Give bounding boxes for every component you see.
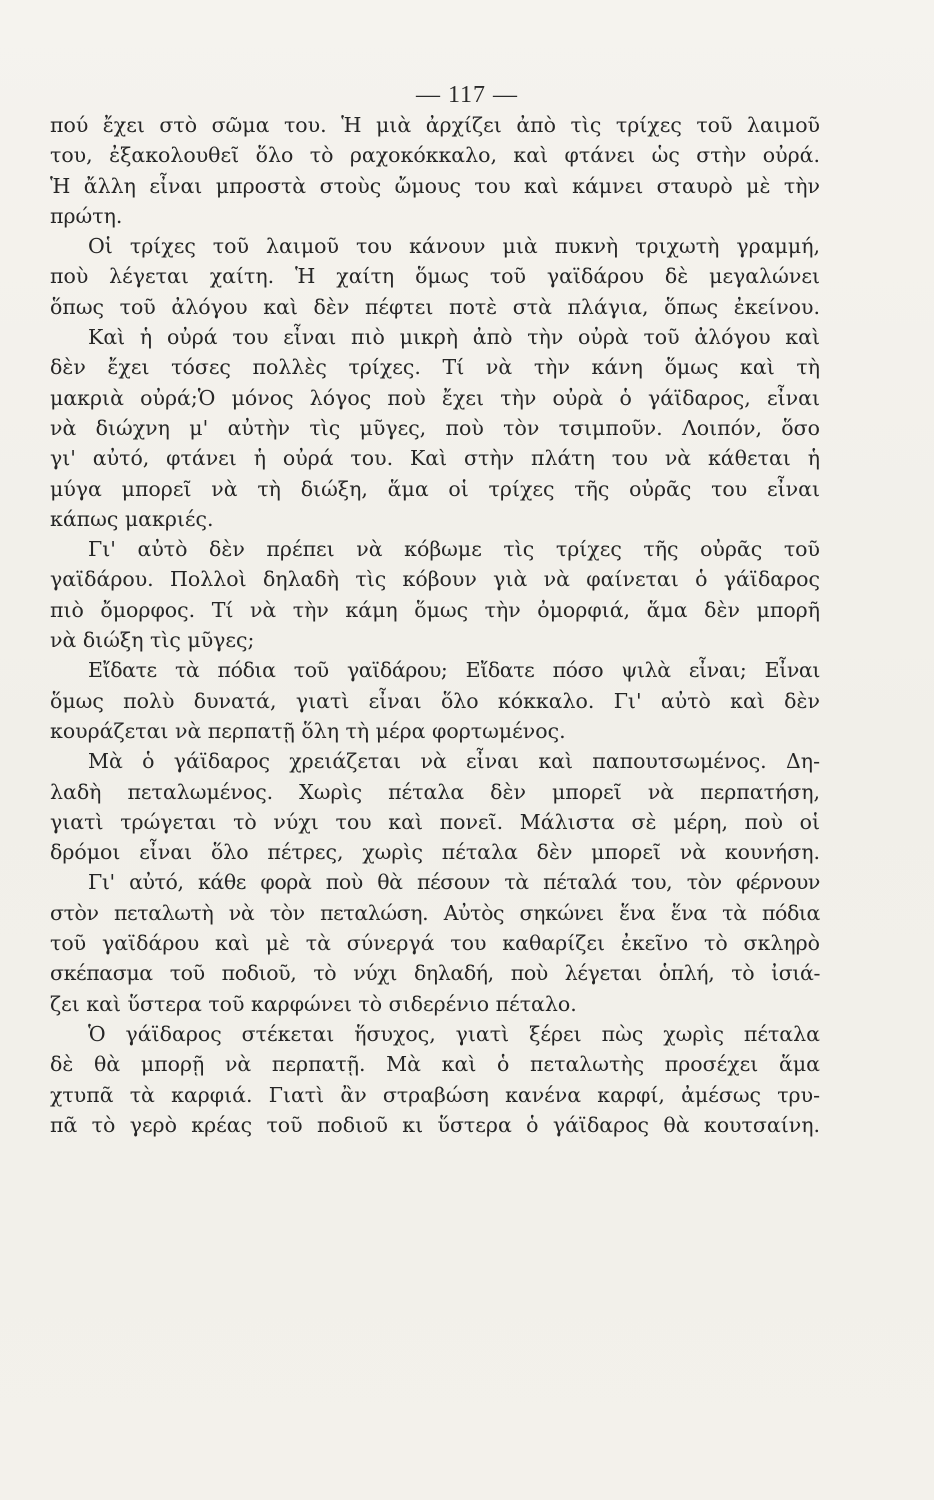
text-line: γιατὶ τρώγεται τὸ νύχι του καὶ πονεῖ. Μάλιστα σὲ μέρη, ποὺ οἱ: [50, 809, 820, 834]
paragraph-start-line: Εἴδατε τὰ πόδια τοῦ γαϊδάρου; Εἴδατε πόσο ψιλὰ εἶναι; Εἶναι: [88, 658, 820, 683]
paragraph-start-line: Μὰ ὁ γάϊδαρος χρειάζεται νὰ εἶναι καὶ παπουτσωμένος. Δη-: [88, 749, 820, 774]
paragraph-start-line: Ὁ γάϊδαρος στέκεται ἥσυχος, γιατὶ ξέρει πὼς χωρὶς πέταλα: [88, 1021, 820, 1046]
body-text: [50, 110, 820, 1140]
text-line: μύγα μπορεῖ νὰ τὴ διώξη, ἅμα οἱ τρίχες τῆς οὐρᾶς του εἶναι: [50, 476, 820, 501]
text-line: κάπως μακριές.: [50, 506, 214, 531]
text-line: Ἡ ἄλλη εἶναι μπροστὰ στοὺς ὤμους του καὶ κάμνει σταυρὸ μὲ τὴν: [50, 173, 820, 198]
text-line: πού ἔχει στὸ σῶμα του. Ἡ μιὰ ἀρχίζει ἀπὸ τὶς τρίχες τοῦ λαιμοῦ: [50, 113, 820, 137]
text-line: σκέπασμα τοῦ ποδιοῦ, τὸ νύχι δηλαδή, ποὺ λέγεται ὁπλή, τὸ ἰσιά-: [50, 961, 820, 986]
page-number: — 117 —: [415, 82, 519, 108]
text-line: πιὸ ὄμορφος. Τί νὰ τὴν κάμη ὅμως τὴν ὀμορφιά, ἅμα δὲν μπορῆ: [50, 597, 820, 622]
text-line: νὰ διώχνη μ' αὐτὴν τὶς μῦγες, ποὺ τὸν τσιμποῦν. Λοιπόν, ὅσο: [50, 415, 820, 440]
text-line: ποὺ λέγεται χαίτη. Ἡ χαίτη ὅμως τοῦ γαϊδάρου δὲ μεγαλώνει: [50, 264, 820, 289]
paragraph-start-line: Γι' αὐτὸ δὲν πρέπει νὰ κόβωμε τὶς τρίχες τῆς οὐρᾶς τοῦ: [88, 537, 820, 562]
text-line: ὅμως πολὺ δυνατά, γιατὶ εἶναι ὅλο κόκκαλο. Γι' αὐτὸ καὶ δὲν: [50, 688, 820, 713]
text-line: τοῦ γαϊδάρου καὶ μὲ τὰ σύνεργά του καθαρίζει ἐκεῖνο τὸ σκληρὸ: [50, 931, 820, 956]
text-line: στὸν πεταλωτὴ νὰ τὸν πεταλώση. Αὐτὸς σηκώνει ἕνα ἕνα τὰ πόδια: [50, 900, 820, 925]
text-line: δὲ θὰ μπορῇ νὰ περπατῇ. Μὰ καὶ ὁ πεταλωτὴς προσέχει ἅμα: [50, 1052, 820, 1077]
paragraph-start-line: Οἱ τρίχες τοῦ λαιμοῦ του κάνουν μιὰ πυκνὴ τριχωτὴ γραμμή,: [88, 234, 820, 259]
paragraph-start-line: Γι' αὐτό, κάθε φορὰ ποὺ θὰ πέσουν τὰ πέταλά του, τὸν φέρνουν: [88, 870, 820, 895]
text-line: νὰ διώξη τὶς μῦγες;: [50, 628, 255, 653]
text-line: λαδὴ πεταλωμένος. Χωρὶς πέταλα δὲν μπορεῖ νὰ περπατήση,: [50, 779, 820, 804]
text-line: χτυπᾶ τὰ καρφιά. Γιατὶ ἂν στραβώση κανένα καρφί, ἀμέσως τρυ-: [50, 1082, 820, 1107]
text-line: δρόμοι εἶναι ὅλο πέτρες, χωρὶς πέταλα δὲν μπορεῖ νὰ κουνήση.: [50, 840, 820, 865]
text-line: μακριὰ οὐρά;Ὁ μόνος λόγος ποὺ ἔχει τὴν οὐρὰ ὁ γάϊδαρος, εἶναι: [50, 385, 820, 410]
text-line: κουράζεται νὰ περπατῇ ὅλη τὴ μέρα φορτωμένος.: [50, 718, 566, 743]
text-line: ζει καὶ ὕστερα τοῦ καρφώνει τὸ σιδερένιο πέταλο.: [50, 991, 577, 1016]
text-line: πᾶ τὸ γερὸ κρέας τοῦ ποδιοῦ κι ὕστερα ὁ γάϊδαρος θὰ κουτσαίνη.: [50, 1112, 820, 1137]
text-line: πρώτη.: [50, 203, 123, 228]
text-line: ὅπως τοῦ ἀλόγου καὶ δὲν πέφτει ποτὲ στὰ πλάγια, ὅπως ἐκείνου.: [50, 294, 820, 319]
text-line: δὲν ἔχει τόσες πολλὲς τρίχες. Τί νὰ τὴν κάνη ὅμως καὶ τὴ: [50, 355, 820, 380]
text-line: του, ἐξακολουθεῖ ὅλο τὸ ραχοκόκκαλο, καὶ φτάνει ὡς στὴν οὐρά.: [50, 143, 820, 168]
paragraph-start-line: Καὶ ἡ οὐρά του εἶναι πιὸ μικρὴ ἀπὸ τὴν οὐρὰ τοῦ ἀλόγου καὶ: [88, 325, 820, 350]
text-line: γαϊδάρου. Πολλοὶ δηλαδὴ τὶς κόβουν γιὰ νὰ φαίνεται ὁ γάϊδαρος: [50, 567, 820, 592]
text-line: γι' αὐτό, φτάνει ἡ οὐρά του. Καὶ στὴν πλάτη του νὰ κάθεται ἡ: [50, 446, 820, 471]
